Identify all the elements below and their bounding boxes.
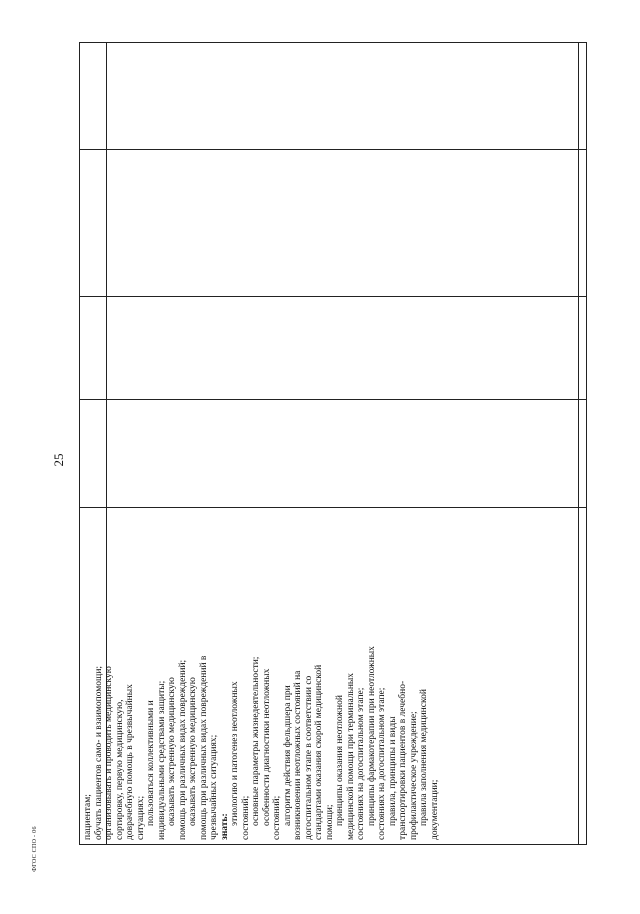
row-divider xyxy=(80,149,586,150)
cell-line: сортировку, первую медицинскую, xyxy=(114,699,125,840)
cell-line: помощи; xyxy=(324,804,335,840)
cell-line: чрезвычайных ситуациях; xyxy=(209,734,219,840)
row-divider xyxy=(80,296,586,297)
cell-line: обучать пациентов само- и взаимопомощи; xyxy=(93,665,104,840)
cell-line: ситуациях; xyxy=(135,795,146,840)
cell-line: помощь при различных видах повреждений; xyxy=(177,659,188,840)
cell-line: догоспитальном этапе в соответствии со xyxy=(303,675,314,840)
page-number: 25 xyxy=(51,453,66,467)
row-divider xyxy=(80,399,586,400)
cell-line: правила заполнения медицинской xyxy=(419,689,429,826)
cell-line: основные параметры жизнедеятельности; xyxy=(251,656,261,826)
cell-line: транспортировки пациентов в лечебно- xyxy=(398,680,408,840)
cell-line: профилактическое учреждение; xyxy=(408,711,419,840)
cell-line: оказывать экстренную медицинскую xyxy=(167,677,177,826)
cell-line: состояниях на догоспитальном этапе; xyxy=(377,687,387,840)
cell-line: состояний; xyxy=(240,795,251,840)
cell-line: знать: xyxy=(219,813,230,840)
cell-line: стандартами оказания скорой медицинской xyxy=(314,664,324,840)
cell-line: состояниях на догоспитальном этапе; xyxy=(356,687,366,840)
column-divider xyxy=(578,43,579,844)
cell-line: правила, принципы и виды xyxy=(387,716,398,826)
cell-line: индивидуальными средствами защиты; xyxy=(156,680,167,840)
cell-line: помощь при различных видах повреждений в xyxy=(198,655,209,840)
cell-line: оказывать экстренную медицинскую xyxy=(188,677,198,826)
requirements-text xyxy=(81,508,549,844)
cell-line: доврачебную помощь в чрезвычайных xyxy=(125,684,135,840)
cell-line: организовывать и проводить медицинскую xyxy=(104,666,114,840)
cell-line: принципы оказания неотложной xyxy=(335,695,345,826)
cell-line: пациентам; xyxy=(83,794,93,840)
cell-line: особенности диагностики неотложных xyxy=(261,668,272,826)
cell-line: возникновении неотложных состояний на xyxy=(293,670,303,840)
cell-line: этиологию и патогенез неотложных xyxy=(230,681,240,826)
cell-line: пользоваться коллективными и xyxy=(146,700,156,826)
cell-line: алгоритм действия фельдшера при xyxy=(282,685,293,826)
footer-code: ФГОС СПО - 06 xyxy=(32,826,38,872)
requirements-cell xyxy=(81,508,549,844)
cell-line: документации; xyxy=(429,779,440,840)
cell-line: принципы фармакотерапии при неотложных xyxy=(366,646,377,826)
cell-line: состояний; xyxy=(272,795,282,840)
cell-line: медицинской помощи при терминальных xyxy=(345,672,356,840)
